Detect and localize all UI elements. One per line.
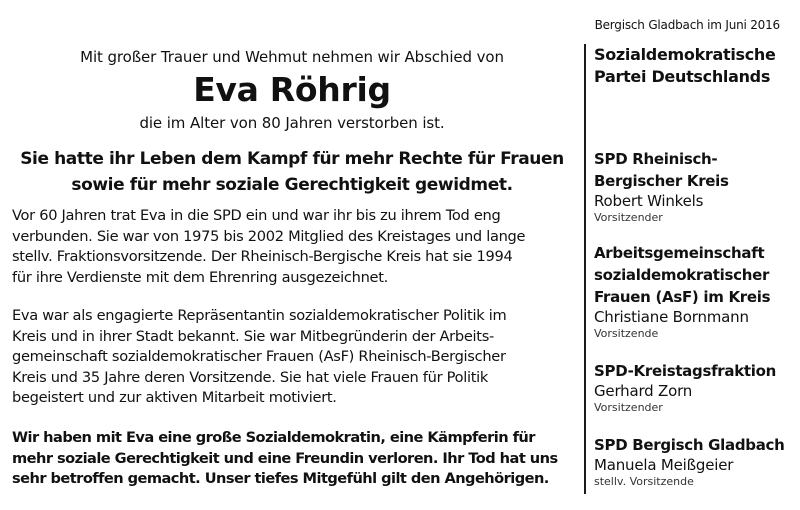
organization-title <box>594 242 794 308</box>
column-divider <box>584 44 586 494</box>
paragraph-line: begeistert und zur aktiven Mitarbeit motiviert. <box>12 389 337 406</box>
organization-title-line: SPD-Kreistagsfraktion <box>594 362 776 380</box>
organization-title <box>594 148 794 192</box>
organization-title-line: SPD Bergisch Gladbach <box>594 436 785 454</box>
paragraph-line: gemeinschaft sozialdemokratischer Frauen (AsF) Rheinisch-Bergischer <box>12 348 506 365</box>
paragraph-engagement <box>12 306 572 409</box>
paragraph-line: Wir haben mit Eva eine große Sozialdemokratin, eine Kämpferin für <box>12 429 535 446</box>
signatory-role: Vorsitzende <box>594 327 659 340</box>
paragraph-line: mehr soziale Gerechtigkeit und eine Freundin verloren. Ihr Tod hat uns <box>12 449 558 467</box>
organization-title <box>594 434 794 456</box>
paragraph-line: Vor 60 Jahren trat Eva in die SPD ein und war ihr bis zu ihrem Tod eng <box>12 207 501 224</box>
organization-title-line: sozialdemokratischer <box>594 266 770 284</box>
organization-title-line: Bergischer Kreis <box>594 172 729 190</box>
paragraph-line: verbunden. Sie war von 1975 bis 2002 Mitglied des Kreistages und lange <box>12 227 526 245</box>
paragraph-line: Eva war als engagierte Repräsentantin sozialdemokratischer Politik im <box>12 307 507 324</box>
paragraph-line: Kreis und 35 Jahre deren Vorsitzende. Sie hat viele Frauen für Politik <box>12 368 489 386</box>
headline-line: Sie hatte ihr Leben dem Kampf für mehr Rechte für Frauen <box>20 149 564 169</box>
signatory-role: Vorsitzender <box>594 211 663 224</box>
paragraph-condolence <box>12 428 572 490</box>
paragraph-biography <box>12 206 572 288</box>
paragraph-line: für ihre Verdienste mit dem Ehrenring ausgezeichnet. <box>12 268 388 286</box>
paragraph-line: sehr betroffen gemacht. Unser tiefes Mitgefühl gilt den Angehörigen. <box>12 470 549 487</box>
signatory-block <box>594 434 794 489</box>
signatory-name: Robert Winkels <box>594 192 704 210</box>
paragraph-line: stellv. Fraktionsvorsitzende. Der Rheinisch-Bergische Kreis hat sie 1994 <box>12 248 513 265</box>
signatory-block <box>594 242 794 341</box>
headline <box>12 146 572 198</box>
signatory-role: Vorsitzender <box>594 401 663 414</box>
party-name-line: Sozialdemokratische <box>594 45 776 64</box>
paragraph-line: Kreis und in ihrer Stadt bekannt. Sie war Mitbegründerin der Arbeits- <box>12 327 494 345</box>
place-date: Bergisch Gladbach im Juni 2016 <box>594 18 780 32</box>
intro-line: Mit großer Trauer und Wehmut nehmen wir Abschied von <box>80 48 504 66</box>
signatory-name: Manuela Meißgeier <box>594 456 734 474</box>
signatory-name: Christiane Bornmann <box>594 308 749 326</box>
organization-title <box>594 360 794 382</box>
age-line: die im Alter von 80 Jahren verstorben ist. <box>139 114 445 132</box>
signatory-block <box>594 360 794 415</box>
party-name <box>594 44 776 88</box>
headline-line: sowie für mehr soziale Gerechtigkeit gewidmet. <box>71 175 513 195</box>
signatory-role: stellv. Vorsitzende <box>594 475 694 488</box>
signatory-block <box>594 148 794 225</box>
organization-title-line: Frauen (AsF) im Kreis <box>594 288 771 306</box>
deceased-name: Eva Röhrig <box>193 70 391 109</box>
organization-title-line: SPD Rheinisch- <box>594 150 718 168</box>
party-name-line: Partei Deutschlands <box>594 67 771 86</box>
organization-title-line: Arbeitsgemeinschaft <box>594 244 765 262</box>
signatory-name: Gerhard Zorn <box>594 382 693 400</box>
